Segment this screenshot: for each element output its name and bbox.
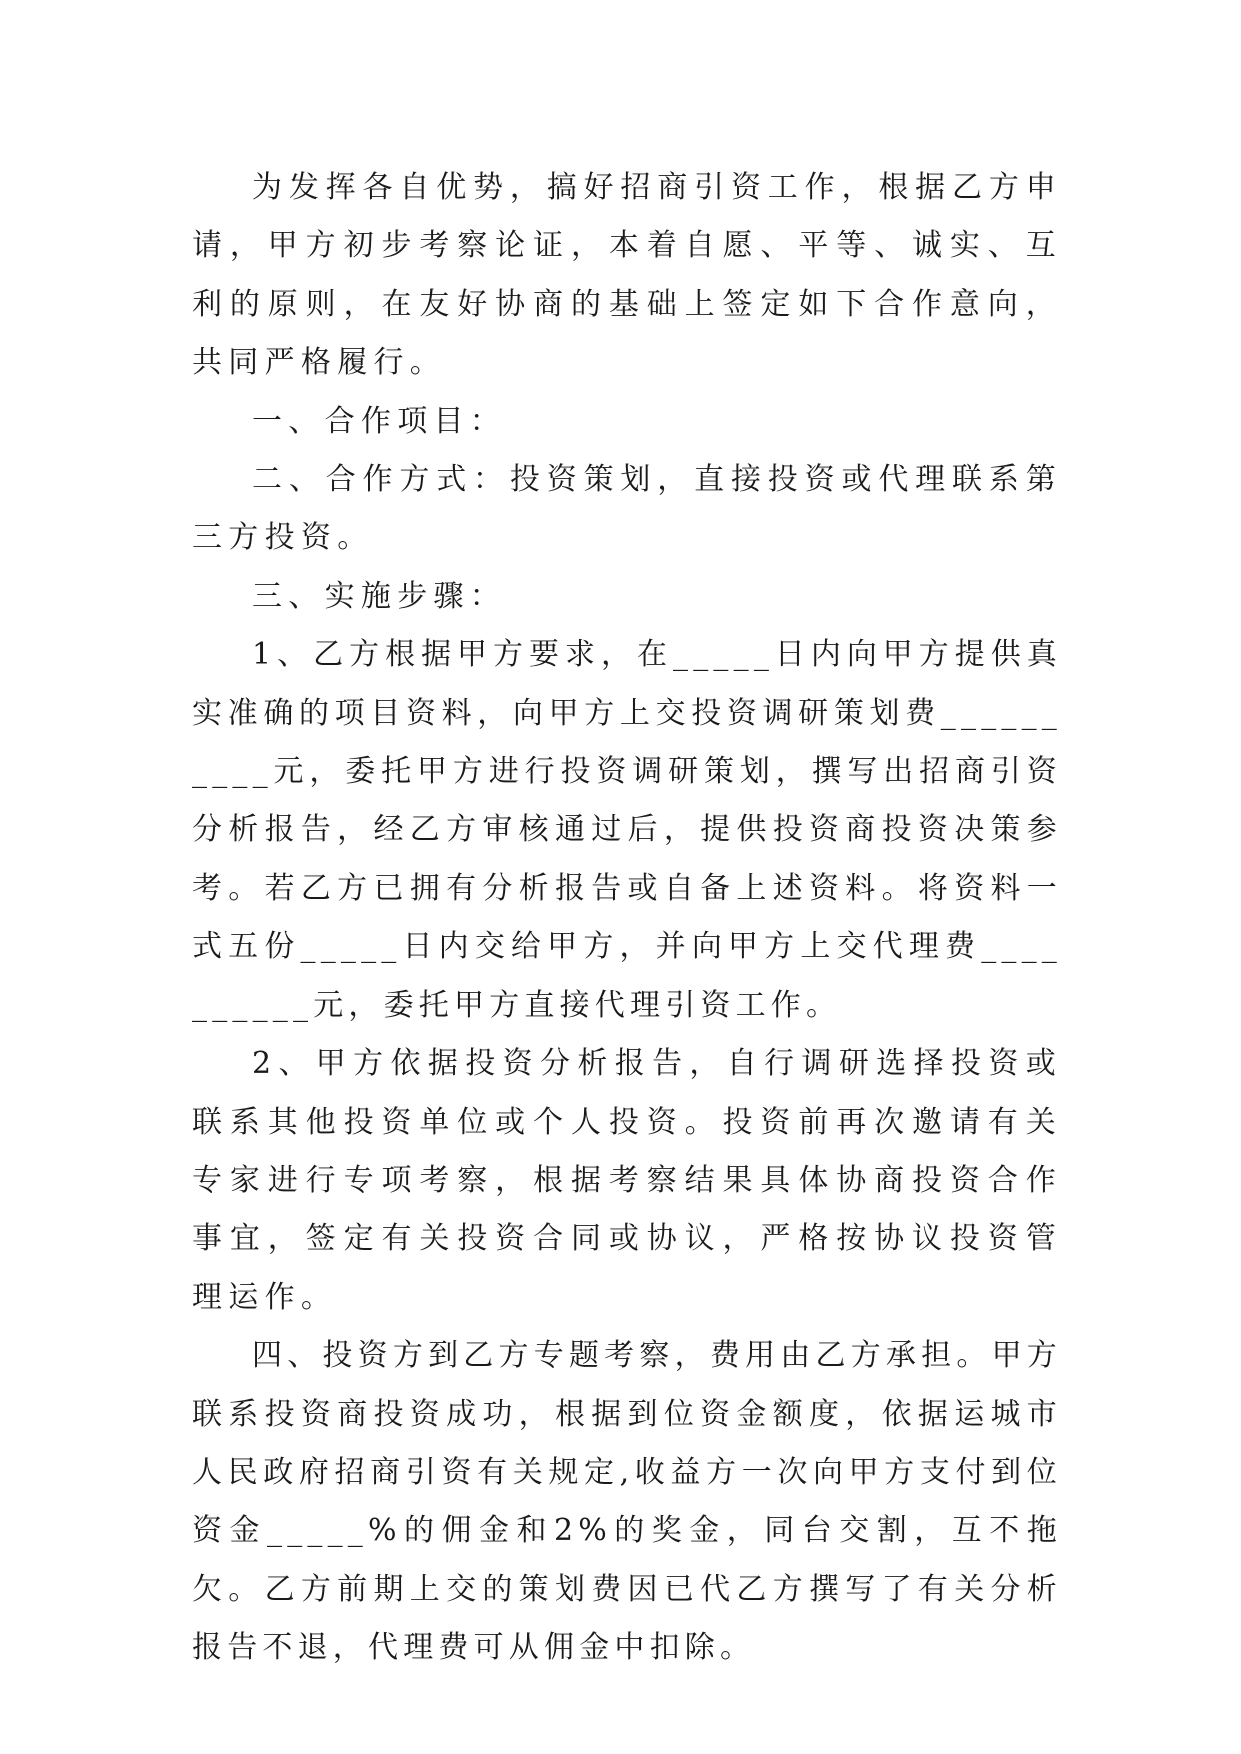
paragraph-intro: 为发挥各自优势，搞好招商引资工作，根据乙方申请，甲方初步考察论证，本着自愿、平等、诚实、互利的原则，在友好协商的基础上签定如下合作意向，共同严格履行。: [192, 170, 1062, 381]
step-2-paragraph: 2、甲方依据投资分析报告，自行调研选择投资或联系其他投资单位或个人投资。投资前再次邀请有关专家进行专项考察，根据考察结果具体协商投资合作事宜，签定有关投资合同或协议，严格按协议投资管理运作。: [192, 1046, 1062, 1315]
section-cooperation-method: 二、合作方式：投资策划，直接投资或代理联系第三方投资。: [192, 462, 1062, 556]
section-investor-inspection: 四、投资方到乙方专题考察，费用由乙方承担。甲方联系投资商投资成功，根据到位资金额度，依据运城市人民政府招商引资有关规定,收益方一次向甲方支付到位资金_____%的佣金和2%的奖金，同台交割，互不拖欠。乙方前期上交的策划费因已代乙方撰写了有关分析报告不退，代理费可从佣金中扣除。: [192, 1338, 1062, 1666]
document-body: [192, 159, 1062, 1678]
section-implementation-steps: 三、实施步骤：: [252, 578, 507, 614]
section-cooperation-project: 一、合作项目：: [252, 403, 507, 439]
step-1-paragraph: 1、乙方根据甲方要求，在_____日内向甲方提供真实准确的项目资料，向甲方上交投资调研策划费__________元，委托甲方进行投资调研策划，撰写出招商引资分析报告，经乙方审核通过后，提供投资商投资决策参考。若乙方已拥有分析报告或自备上述资料。将资料一式五份_____日内交给甲方，并向甲方上交代理费__________元，委托甲方直接代理引资工作。: [192, 637, 1062, 1023]
